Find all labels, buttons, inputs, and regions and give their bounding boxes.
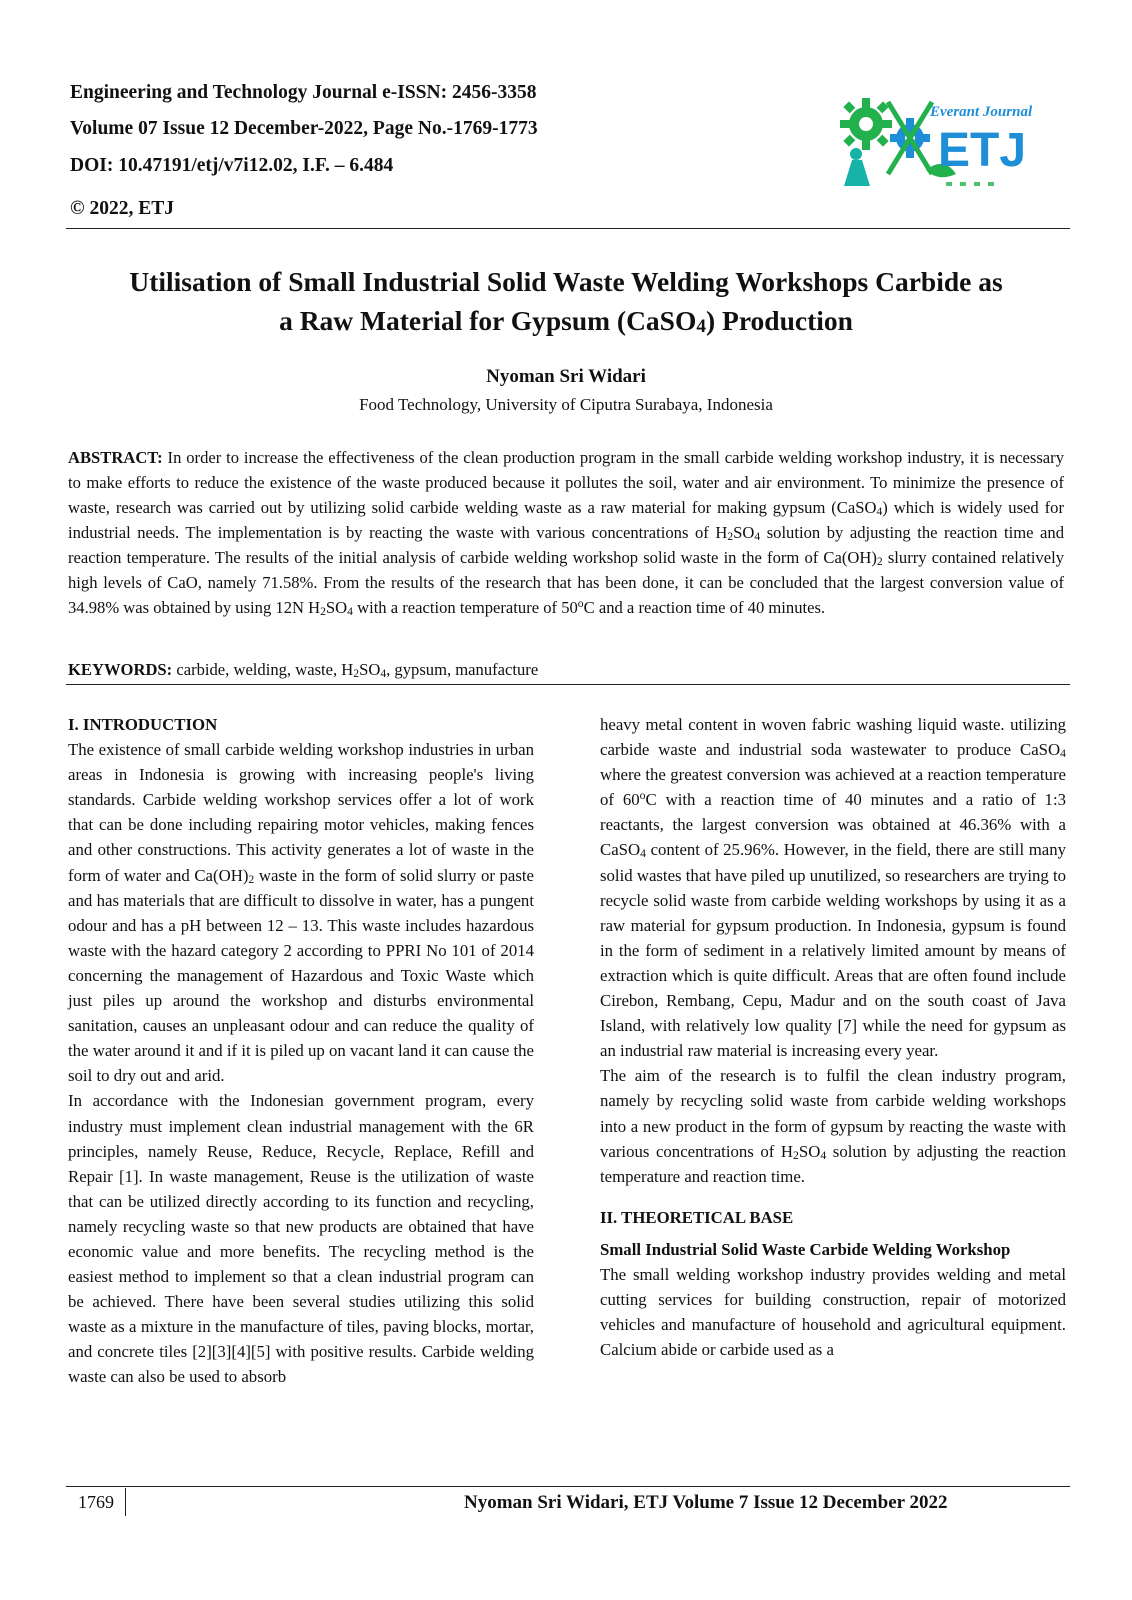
journal-logo: [826, 86, 1038, 196]
intro-paragraph-3: heavy metal content in woven fabric washing liquid waste. utilizing carbide waste and industrial soda wastewater to produce CaSO$_4$ where the greatest conversion was achieved at a reaction temperature of 60$^o$C with a reaction time of 40 minutes and a ratio of 1:3 reactants, the largest conversion was obtained at 46.36% with a CaSO$_4$ content of 25.96%. However, in the field, there are still many solid wastes that have piled up unutilized, so researchers are trying to recycle solid waste from carbide welding workshops by using it as a raw material for gypsum production. In Indonesia, gypsum is found in the form of sediment in a relatively limited amount by means of extraction which is quite difficult. Areas that are often found include Cirebon, Rembang, Cepu, Madur and on the south coast of Java Island, with relatively low quality [7] while the need for gypsum as an industrial raw material is increasing every year.: [600, 715, 1067, 1061]
doi: DOI: 10.47191/etj/v7i12.02, I.F. – 6.484: [70, 155, 394, 176]
footer-rule: [66, 1486, 1070, 1487]
intro-paragraph-1: The existence of small carbide welding workshop industries in urban areas in Indonesia is growing with increasing people's living standards. Carbide welding workshop services offer a lot of work that can be done including repairing motor vehicles, making fences and other constructions. This activity generates a lot of waste in the form of water and $Ca(OH)_2$ waste in the form of solid slurry or paste and has materials that are difficult to dissolve in water, has a pungent odour and has a pH between 12 – 13. This waste includes hazardous waste with the hazard category 2 according to PPRI No 101 of 2014 concerning the management of Hazardous and Toxic Waste which just piles up around the workshop and disturbs environmental sanitation, causes an unpleasant odour and can reduce the quality of the water around it and if it is piled up on vacant land it can cause the soil to dry out and arid.: [68, 740, 534, 1086]
page-number-divider: [125, 1488, 126, 1516]
title-line-1: Utilisation of Small Industrial Solid Waste Welding Workshops Carbide as: [129, 266, 1003, 297]
paper-title: [60, 262, 1072, 340]
section-heading-introduction: I. INTRODUCTION: [68, 715, 218, 734]
author-affiliation: Food Technology, University of Ciputra Surabaya, Indonesia: [359, 395, 773, 414]
abstract-rule: [66, 684, 1070, 685]
title-line-2: a Raw Material for Gypsum (CaSO$_4$) Production: [279, 305, 853, 337]
journal-name: Engineering and Technology Journal e-ISSN: 2456-3358: [70, 82, 537, 103]
header-rule: [66, 228, 1070, 229]
author-name: Nyoman Sri Widari: [486, 366, 646, 387]
volume-issue: Volume 07 Issue 12 December-2022, Page No.-1769-1773: [70, 118, 538, 139]
intro-paragraph-2: In accordance with the Indonesian government program, every industry must implement clean industrial management with the 6R principles, namely Reuse, Reduce, Recycle, Replace, Refill and Repair [1]. In waste management, Reuse is the utilization of waste that can be utilized directly according to its function and recycling, namely recycling waste so that new products are obtained that have economic value and more benefits. The recycling method is the easiest method to implement so that a clean industrial program can be achieved. There have been several studies utilizing this solid waste as a mixture in the manufacture of tiles, paving blocks, mortar, and concrete tiles [2][3][4][5] with positive results. Carbide welding waste can also be used to absorb: [68, 1091, 534, 1387]
intro-paragraph-4: The aim of the research is to fulfil the clean industry program, namely by recycling solid waste from carbide welding workshops into a new product in the form of gypsum by reacting the waste with various concentrations of $H_2SO_4$ solution by adjusting the reaction temperature and reaction time.: [600, 1066, 1066, 1186]
logo-text-main: ETJ: [938, 124, 1027, 177]
subsection-heading: Small Industrial Solid Waste Carbide Welding Workshop: [600, 1239, 1011, 1259]
running-footer: Nyoman Sri Widari, ETJ Volume 7 Issue 12 December 2022: [464, 1492, 948, 1513]
copyright: © 2022, ETJ: [70, 198, 174, 219]
abstract-label: ABSTRACT:: [68, 448, 163, 467]
page-number: 1769: [78, 1492, 114, 1512]
right-column: [600, 712, 1066, 1362]
section-heading-theoretical-base: II. THEORETICAL BASE: [600, 1207, 794, 1227]
theory-paragraph-1: The small welding workshop industry provides welding and metal cutting services for building construction, repair of motorized vehicles and manufacture of household and agricultural equipment. Calcium abide or carbide used as a: [600, 1264, 1066, 1360]
etj-logo-graphic: [826, 86, 1038, 196]
abstract: ABSTRACT: In order to increase the effectiveness of the clean production program in the small carbide welding workshop industry, it is necessary to make efforts to reduce the existence of the waste produced because it pollutes the soil, water and air environment. To minimize the presence of waste, research was carried out by utilizing solid carbide welding waste as a raw material for making gypsum (CaSO$_4$) which is widely used for industrial needs. The implementation is by reacting the waste with various concentrations of $H_2SO_4$ solution by adjusting the reaction time and reaction temperature. The results of the initial analysis of carbide welding workshop solid waste in the form of $Ca(OH)_2$ slurry contained relatively high levels of CaO, namely 71.58%. From the results of the research that has been done, it can be concluded that the largest conversion value of 34.98% was obtained by using 12N $H_2SO_4$ with a reaction temperature of 50$^o$C and a reaction time of 40 minutes.: [68, 448, 1064, 618]
logo-text-top: Everant Journal: [930, 104, 1033, 120]
keywords: KEYWORDS: carbide, welding, waste, $H_2SO_4$, gypsum, manufacture: [68, 660, 539, 680]
left-column: [68, 712, 534, 1390]
keywords-label: KEYWORDS:: [68, 660, 173, 679]
